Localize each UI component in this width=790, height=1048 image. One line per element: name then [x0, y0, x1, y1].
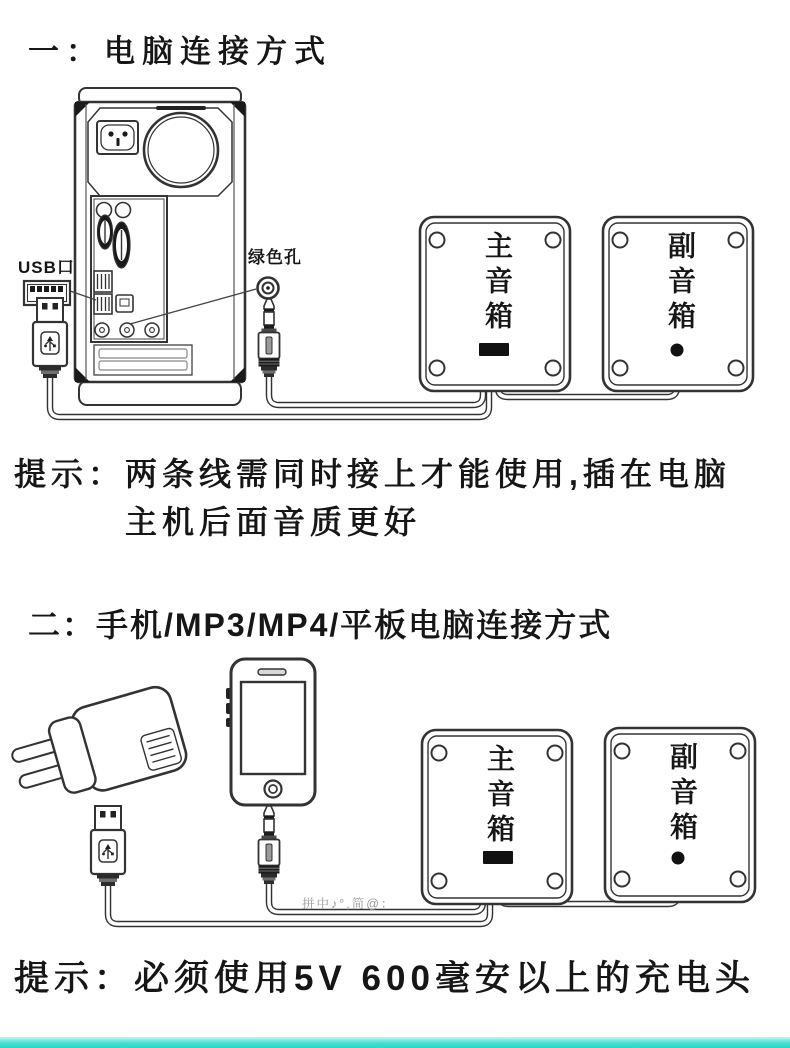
section1-title: 一：电脑连接方式 — [28, 34, 332, 69]
io-panel — [91, 196, 167, 342]
main-speaker-label: 主音箱 — [482, 231, 513, 336]
tip1-line2: 主机后面音质更好 — [125, 504, 422, 540]
sub-speaker-cable-grommet — [671, 344, 684, 357]
tip1-prefix: 提示： — [14, 456, 126, 492]
computer-tower-illustration — [75, 88, 245, 405]
vga-port-icon — [113, 222, 130, 268]
serial-port-icon — [98, 215, 113, 249]
audio-plug-icon — [259, 299, 280, 377]
section2-tip — [14, 956, 755, 1002]
phone-earpiece-icon — [258, 669, 286, 675]
section1-tip — [14, 450, 731, 546]
tip2-text: 必须使用5V 600毫安以上的充电头 — [134, 959, 755, 998]
section2-title: 二：手机/MP3/MP4/平板电脑连接方式 — [28, 607, 613, 643]
lan-port-icon — [116, 295, 133, 312]
phone-screen — [241, 682, 305, 774]
sub-speaker-cable-grommet-2 — [672, 852, 685, 865]
main-speaker-connector-block-2 — [483, 851, 513, 864]
fan-icon — [144, 113, 218, 187]
tip1-line1: 两条线需同时接上才能使用,插在电脑 — [125, 456, 731, 492]
bottom-accent-bar — [0, 1037, 790, 1048]
green-jack-icon — [258, 278, 279, 299]
watermark-text: 拼中♪°,简@： — [302, 897, 396, 911]
usb-port-label: USB口 — [18, 258, 75, 277]
green-jack-label: 绿色孔 — [248, 248, 302, 267]
usb-plug-icon — [33, 298, 67, 378]
tip1-text — [125, 450, 731, 546]
charger-illustration — [5, 683, 190, 812]
tip2-prefix: 提示： — [14, 959, 135, 998]
main-speaker-connector-block — [479, 343, 509, 356]
sub-speaker-label-2: 副音箱 — [667, 742, 698, 847]
sub-speaker-label: 副音箱 — [665, 231, 696, 336]
power-socket-icon — [97, 121, 138, 154]
audio-plug-icon-2 — [259, 806, 280, 884]
phone-illustration — [226, 659, 315, 805]
usb-plug-icon-2 — [91, 806, 125, 886]
usb-ports-icon — [94, 271, 112, 314]
main-speaker-label-2: 主音箱 — [484, 744, 515, 849]
